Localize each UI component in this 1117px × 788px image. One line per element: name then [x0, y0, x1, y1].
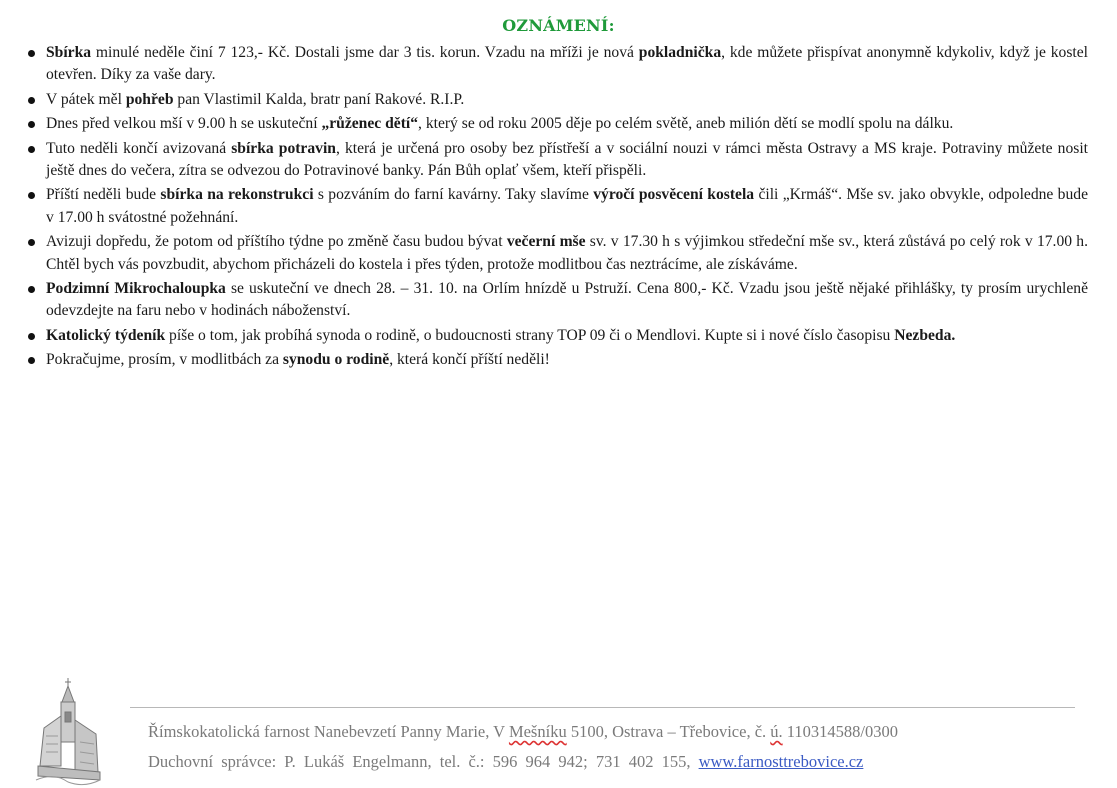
footer-account: 110314588/0300	[782, 722, 899, 741]
footer-contact	[148, 752, 863, 772]
list-item	[28, 325, 1088, 347]
highlighted-text: večerní mše	[506, 233, 586, 251]
highlighted-text: sbírka potravin	[231, 139, 336, 157]
footer-contact-text: Duchovní správce: P. Lukáš Engelmann, tel. č.: 596 964 942; 731 402 155,	[148, 752, 699, 771]
item-text: píše o tom, jak probíhá synoda o rodině, o budoucnosti strany TOP 09 či o Mendlovi. Kupte si i nové číslo časopisu	[165, 326, 895, 344]
item-text: Pokračujme, prosím, v modlitbách za	[46, 351, 283, 369]
item-text: , která končí příští neděli!	[389, 351, 550, 369]
item-text: Avizuji dopředu, že potom od příštího týdne po změně času budou bývat	[46, 233, 507, 251]
list-item	[28, 138, 1088, 183]
footer-address-text: Římskokatolická farnost Nanebevzetí Panny Marie, V	[148, 722, 509, 741]
footer-street: Mešníku	[508, 722, 567, 741]
list-item	[28, 184, 1088, 229]
footer-divider	[130, 707, 1075, 708]
bullet-icon	[28, 192, 35, 199]
highlighted-text: Nezbeda.	[894, 326, 956, 344]
item-text: V pátek měl	[46, 90, 126, 108]
highlighted-text: Sbírka	[46, 44, 92, 61]
item-text: , který se od roku 2005 děje po celém světě, aneb milión dětí se modlí spolu na dálku.	[418, 115, 954, 133]
bullet-icon	[28, 97, 35, 104]
item-text: s pozváním do farní kavárny. Taky slavíme	[313, 186, 594, 204]
item-text: , kde můžete přispívat anonymně kdykoliv, když je kostel otevřen. Díky za vaše dary.	[46, 44, 1089, 84]
list-item	[28, 349, 1088, 371]
list-item	[28, 42, 1088, 87]
list-item	[28, 113, 1088, 135]
footer-address	[148, 722, 898, 742]
item-text: minulé neděle činí 7 123,- Kč. Dostali jsme dar 3 tis. korun. Vzadu na mříži je nová	[91, 44, 639, 61]
highlighted-text: „růženec dětí“	[321, 115, 419, 133]
bullet-icon	[28, 146, 35, 153]
highlighted-text: Podzimní Mikrochaloupka	[46, 280, 226, 298]
bullet-icon	[28, 357, 35, 364]
highlighted-text: pokladnička	[638, 44, 722, 61]
item-text: čili „Krmáš“. Mše sv. jako obvykle, odpoledne bude v 17.00 h svátostné požehnání.	[46, 186, 1088, 226]
bullet-icon	[28, 239, 35, 246]
list-item	[28, 278, 1088, 323]
item-text: se uskuteční ve dnech 28. – 31. 10. na Orlím hnízdě u Pstruží. Cena 800,- Kč. Vzadu jsou ještě nějaké přihlášky, ty prosím urychleně odevzdejte na faru nebo v hodinách náboženství.	[46, 280, 1088, 320]
highlighted-text: výročí posvěcení kostela	[593, 186, 755, 204]
bullet-icon	[28, 286, 35, 293]
list-item	[28, 89, 1088, 111]
highlighted-text: sbírka na rekonstrukci	[160, 186, 314, 204]
bullet-icon	[28, 333, 35, 340]
page-title: OZNÁMENÍ:	[502, 16, 615, 35]
footer-account-abbr: ú.	[770, 722, 783, 741]
list-item	[28, 231, 1088, 276]
highlighted-text: synodu o rodině	[282, 351, 390, 369]
highlighted-text: pohřeb	[125, 90, 174, 108]
item-text: Příští neděli bude	[46, 186, 161, 204]
item-text: Tuto neděli končí avizovaná	[46, 139, 232, 157]
bullet-icon	[28, 50, 35, 57]
website-link[interactable]: www.farnosttrebovice.cz	[698, 752, 864, 771]
bullet-icon	[28, 121, 35, 128]
item-text: Dnes před velkou mší v 9.00 h se uskuteční	[46, 115, 322, 133]
item-text: sv. v 17.30 h s výjimkou středeční mše sv., která zůstává po celý rok v 17.00 h. Chtěl bych vás povzbudit, abychom přicházeli do kostela i přes týden, protože modlitbou čas neztrácíme, ale získáváme.	[46, 233, 1088, 273]
announcement-list	[28, 42, 1088, 374]
footer-address-text: 5100, Ostrava – Třebovice, č.	[566, 722, 771, 741]
item-text: , která je určená pro osoby bez přístřeší a v sociální nouzi v rámci města Ostravy a MS kraje. Potraviny můžete nosit ještě dnes do večera, zítra se odvezou do Potravinové banky. Pán Bůh oplať všem, kteří přispěli.	[46, 139, 1088, 180]
highlighted-text: Katolický týdeník	[46, 326, 166, 344]
church-logo-icon	[34, 676, 102, 788]
item-text: pan Vlastimil Kalda, bratr paní Rakové. R.I.P.	[173, 90, 465, 108]
